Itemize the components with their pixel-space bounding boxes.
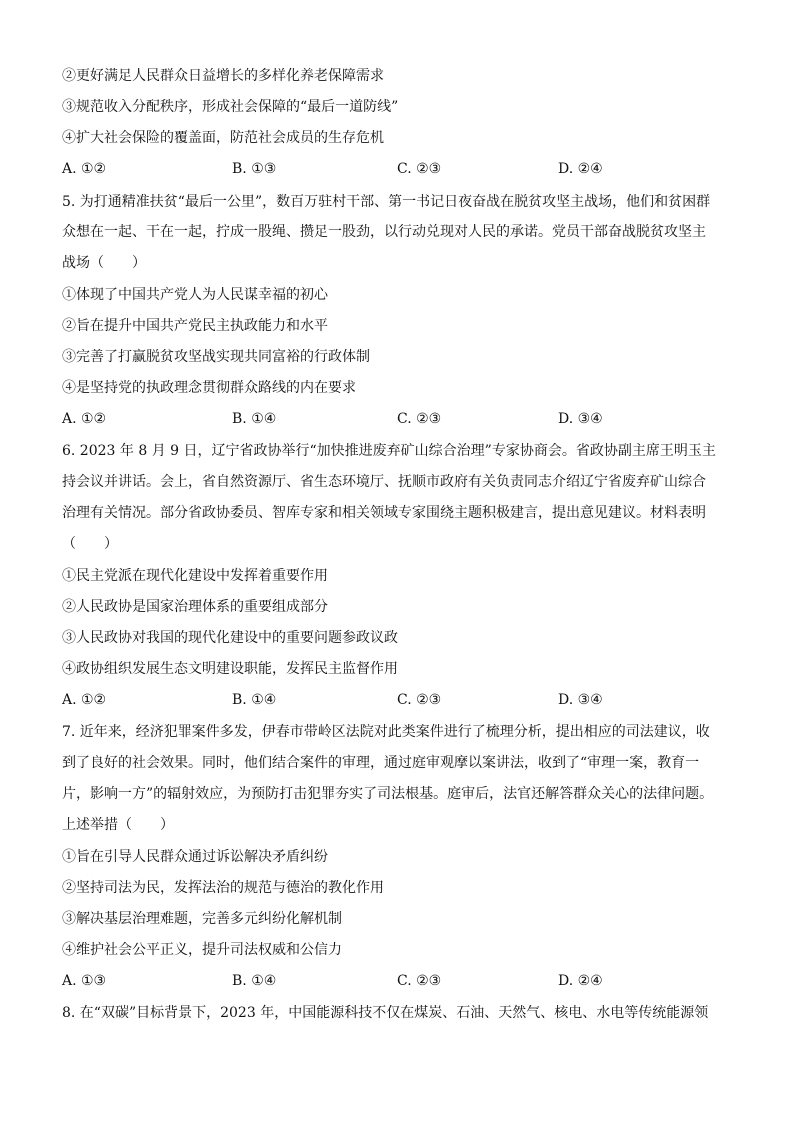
q6-statement-2: ②人民政协是国家治理体系的重要组成部分 <box>62 599 328 615</box>
q4-statement-3: ③规范收入分配秩序，形成社会保障的“最后一道防线” <box>62 99 399 115</box>
q5-statement-2: ②旨在提升中国共产党民主执政能力和水平 <box>62 318 328 334</box>
q7-stem-line-3: 片，影响一方”的辐射效应，为预防打击犯罪夯实了司法根基。庭审后，法官还解答群众关心的法律问题。 <box>62 786 714 802</box>
q5-statement-4: ④是坚持党的执政理念贯彻群众路线的内在要求 <box>62 380 356 396</box>
q6-option-b[interactable]: B. ①④ <box>232 692 277 708</box>
q7-stem-line-2: 到了良好的社会效果。同时，他们结合案件的审理，通过庭审观摩以案讲法，收到了“审理一案，教育一 <box>62 755 700 771</box>
q6-statement-1: ①民主党派在现代化建设中发挥着重要作用 <box>62 568 328 584</box>
q7-options <box>62 971 732 991</box>
q4-options <box>62 159 732 179</box>
q6-options <box>62 690 732 710</box>
q5-stem-line-3: 战场（ ） <box>62 255 146 271</box>
q7-option-d[interactable]: D. ②④ <box>558 973 603 989</box>
q5-option-b[interactable]: B. ①④ <box>232 411 277 427</box>
q5-stem-line-1: 5. 为打通精准扶贫“最后一公里”，数百万驻村干部、第一书记日夜奋战在脱贫攻坚主战场，他们和贫困群 <box>62 194 711 210</box>
q7-stem-line-1: 7. 近年来，经济犯罪案件多发，伊春市带岭区法院对此类案件进行了梳理分析，提出相应的司法建议，收 <box>62 724 710 740</box>
q4-option-b[interactable]: B. ①③ <box>232 161 277 177</box>
q4-option-d[interactable]: D. ②④ <box>558 161 603 177</box>
q6-stem-line-1: 6. 2023 年 8 月 9 日，辽宁省政协举行“加快推进废弃矿山综合治理”专家协商会。省政协副主席王明玉主 <box>62 443 716 459</box>
q5-option-c[interactable]: C. ②③ <box>397 411 442 427</box>
q4-statement-4: ④扩大社会保险的覆盖面，防范社会成员的生存危机 <box>62 130 384 146</box>
q5-options <box>62 409 732 429</box>
q8-stem-line-1: 8. 在“双碳”目标背景下，2023 年，中国能源科技不仅在煤炭、石油、天然气、核电、水电等传统能源领 <box>62 1005 709 1021</box>
q6-option-a[interactable]: A. ①② <box>62 692 107 708</box>
q6-stem-line-4: （ ） <box>62 536 118 552</box>
q7-option-a[interactable]: A. ①③ <box>62 973 107 989</box>
q7-option-c[interactable]: C. ②③ <box>397 973 442 989</box>
q6-stem-line-2: 持会议并讲话。会上，省自然资源厅、省生态环境厅、抚顺市政府有关负责同志介绍辽宁省废弃矿山综合 <box>62 474 706 490</box>
q7-statement-3: ③解决基层治理难题，完善多元纠纷化解机制 <box>62 911 342 927</box>
q7-statement-2: ②坚持司法为民，发挥法治的规范与德治的教化作用 <box>62 880 384 896</box>
q6-stem-line-3: 治理有关情况。部分省政协委员、智库专家和相关领域专家围绕主题积极建言，提出意见建议。材料表明 <box>62 505 706 521</box>
q5-option-d[interactable]: D. ③④ <box>558 411 603 427</box>
q5-stem-line-2: 众想在一起、干在一起，拧成一股绳、攒足一股劲，以行动兑现对人民的承诺。党员干部奋战脱贫攻坚主 <box>62 224 706 240</box>
q7-option-b[interactable]: B. ①④ <box>232 973 277 989</box>
q5-statement-1: ①体现了中国共产党人为人民谋幸福的初心 <box>62 287 328 303</box>
q6-statement-3: ③人民政协对我国的现代化建设中的重要问题参政议政 <box>62 630 398 646</box>
q7-statement-4: ④维护社会公平正义，提升司法权威和公信力 <box>62 942 342 958</box>
q6-statement-4: ④政协组织发展生态文明建设职能，发挥民主监督作用 <box>62 661 398 677</box>
q4-option-c[interactable]: C. ②③ <box>397 161 442 177</box>
q7-statement-1: ①旨在引导人民群众通过诉讼解决矛盾纠纷 <box>62 849 328 865</box>
q5-option-a[interactable]: A. ①② <box>62 411 107 427</box>
q4-option-a[interactable]: A. ①② <box>62 161 107 177</box>
q6-option-d[interactable]: D. ③④ <box>558 692 603 708</box>
q5-statement-3: ③完善了打赢脱贫攻坚战实现共同富裕的行政体制 <box>62 349 370 365</box>
q6-option-c[interactable]: C. ②③ <box>397 692 442 708</box>
q7-stem-line-4: 上述举措（ ） <box>62 817 174 833</box>
q4-statement-2: ②更好满足人民群众日益增长的多样化养老保障需求 <box>62 68 384 84</box>
